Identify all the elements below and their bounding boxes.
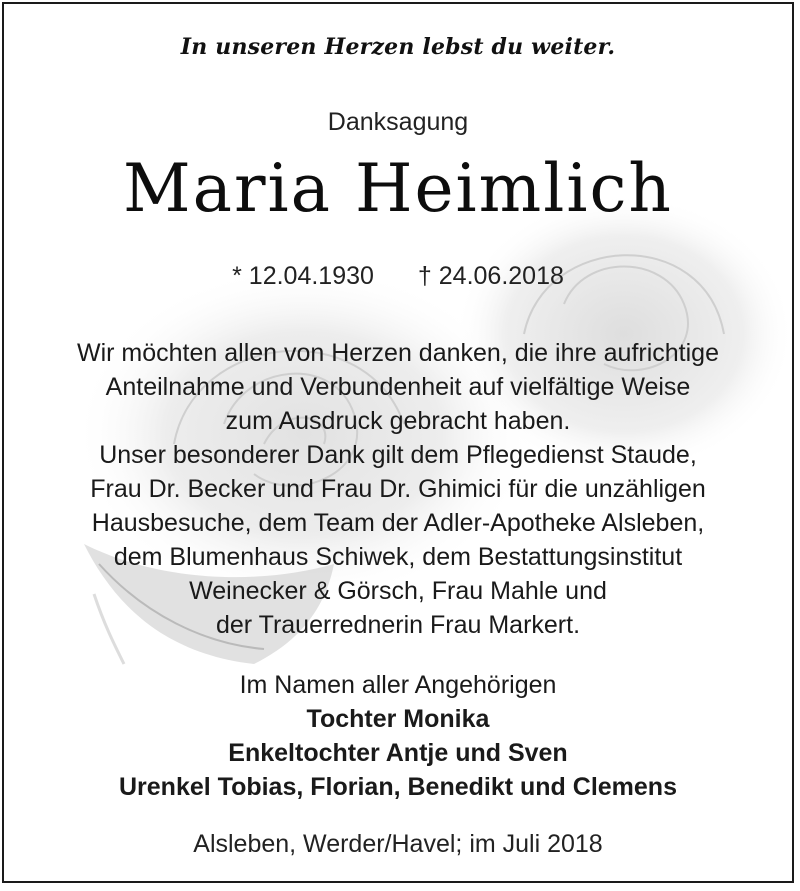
deceased-name: Maria Heimlich bbox=[123, 150, 673, 227]
thanks-line: zum Ausdruck gebracht haben. bbox=[225, 407, 571, 435]
signoff-intro: Im Namen aller Angehörigen bbox=[239, 671, 557, 699]
thanks-line: der Trauerrednerin Frau Markert. bbox=[215, 611, 581, 639]
birth-date: * 12.04.1930 bbox=[232, 262, 374, 290]
motto-line: In unseren Herzen lebst du weiter. bbox=[180, 34, 616, 60]
thanks-line: Weinecker & Görsch, Frau Mahle und bbox=[189, 577, 607, 605]
thanks-line: dem Blumenhaus Schiwek, dem Bestattungsinstitut bbox=[113, 543, 683, 571]
life-dates bbox=[4, 262, 792, 291]
signoff-block bbox=[4, 668, 792, 804]
family-line: Tochter Monika bbox=[306, 705, 490, 733]
notice-heading: Danksagung bbox=[327, 108, 469, 136]
obituary-notice bbox=[2, 2, 794, 883]
family-line: Urenkel Tobias, Florian, Benedikt und Clemens bbox=[119, 773, 677, 801]
family-line: Enkeltochter Antje und Sven bbox=[228, 739, 568, 767]
thanks-line: Anteilnahme und Verbundenheit auf vielfältige Weise bbox=[105, 373, 691, 401]
thanks-line: Hausbesuche, dem Team der Adler-Apotheke Alsleben, bbox=[91, 509, 705, 537]
thanks-line: Unser besonderer Dank gilt dem Pflegedienst Staude, bbox=[99, 441, 697, 469]
place-and-date: Alsleben, Werder/Havel; im Juli 2018 bbox=[193, 830, 603, 858]
thanks-line: Frau Dr. Becker und Frau Dr. Ghimici für die unzähligen bbox=[90, 475, 706, 503]
thanks-line: Wir möchten allen von Herzen danken, die ihre aufrichtige bbox=[76, 339, 719, 367]
death-date: † 24.06.2018 bbox=[417, 262, 564, 290]
thanks-text bbox=[4, 336, 792, 642]
